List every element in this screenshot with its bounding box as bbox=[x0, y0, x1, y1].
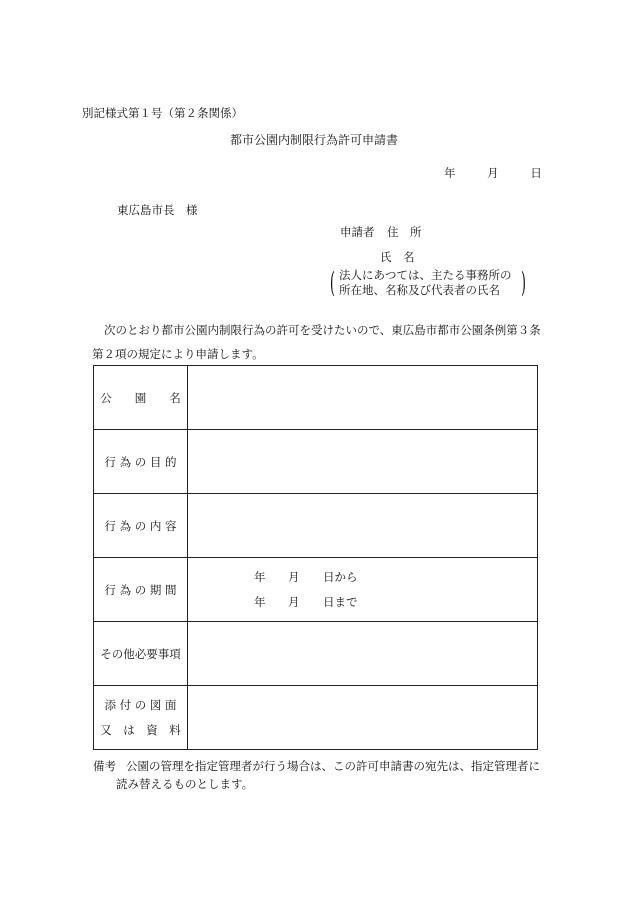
corporation-note bbox=[330, 266, 526, 299]
period-to-month: 月 bbox=[288, 594, 300, 609]
table-row bbox=[94, 686, 538, 750]
period-from-year: 年 bbox=[254, 569, 266, 584]
period-to bbox=[254, 590, 537, 615]
application-table bbox=[93, 365, 538, 750]
period-from-month: 月 bbox=[288, 569, 300, 584]
left-paren: ( bbox=[330, 266, 335, 299]
period-from-day: 日から bbox=[323, 569, 358, 584]
intro-text: 次のとおり都市公園内制限行為の許可を受けたいので、東広島市都市公園条例第３条第２項の規定により申請します。 bbox=[92, 323, 541, 361]
period-label: 行 為 の 期 間 bbox=[94, 558, 188, 622]
attachments-label-line1: 添 付 の 図 面 bbox=[104, 697, 177, 712]
address-label: 住 所 bbox=[387, 225, 422, 239]
purpose-label: 行 為 の 目 的 bbox=[94, 430, 188, 494]
date-day-label: 日 bbox=[530, 166, 542, 180]
period-to-year: 年 bbox=[254, 594, 266, 609]
table-row bbox=[94, 558, 538, 622]
remarks bbox=[93, 756, 540, 776]
period-from bbox=[254, 565, 537, 590]
attachments-label bbox=[94, 686, 188, 750]
corp-note-line2: 所在地、名称及び代表者の氏名 bbox=[339, 283, 500, 297]
table-row bbox=[94, 430, 538, 494]
name-label: 氏 名 bbox=[380, 250, 415, 264]
remarks-label: 備考 bbox=[93, 759, 116, 773]
period-field[interactable] bbox=[188, 558, 538, 622]
other-label: その他必要事項 bbox=[94, 622, 188, 686]
remarks-line1: 公園の管理を指定管理者が行う場合は、この許可申請書の宛先は、指定管理者に bbox=[126, 759, 540, 773]
corp-note-line1: 法人にあつては、主たる事務所の bbox=[339, 268, 512, 282]
attachments-label-line2: 又 は 資 料 bbox=[100, 722, 181, 737]
other-field[interactable] bbox=[188, 622, 538, 686]
table-row bbox=[94, 622, 538, 686]
date-month-label: 月 bbox=[487, 166, 499, 180]
period-to-day: 日まで bbox=[323, 594, 358, 609]
date-year-label: 年 bbox=[444, 166, 456, 180]
form-number: 別記様式第１号（第２条関係） bbox=[82, 106, 243, 120]
right-paren: ) bbox=[521, 266, 526, 299]
date-line bbox=[444, 165, 542, 181]
content-field[interactable] bbox=[188, 494, 538, 558]
document-title: 都市公園内制限行為許可申請書 bbox=[230, 133, 399, 147]
content-label: 行 為 の 内 容 bbox=[94, 494, 188, 558]
remarks-line2: 読み替えるものとします。 bbox=[116, 777, 254, 791]
park-name-label: 公 園 名 bbox=[94, 366, 188, 430]
table-row bbox=[94, 366, 538, 430]
table-row bbox=[94, 494, 538, 558]
applicant-label: 申請者 bbox=[340, 225, 375, 239]
park-name-field[interactable] bbox=[188, 366, 538, 430]
attachments-field[interactable] bbox=[188, 686, 538, 750]
purpose-field[interactable] bbox=[188, 430, 538, 494]
addressee: 東広島市長 様 bbox=[117, 203, 198, 217]
